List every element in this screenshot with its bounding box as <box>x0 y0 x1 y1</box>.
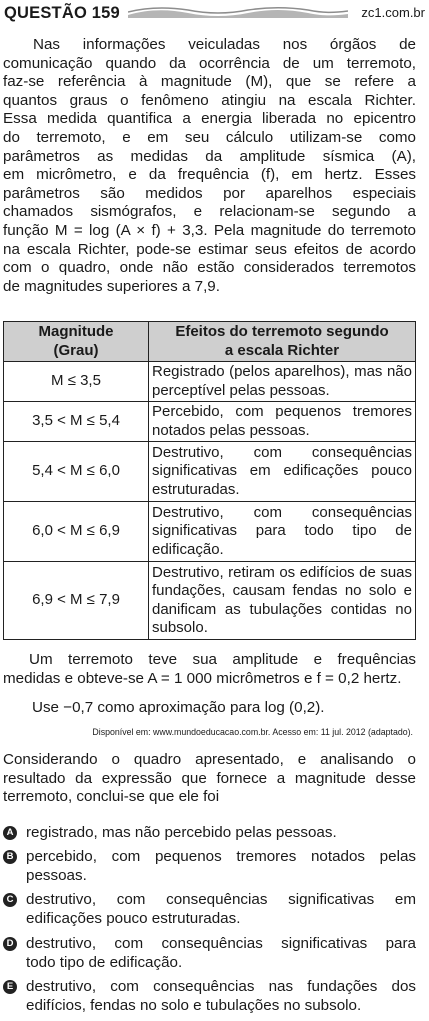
effect-line: Registrado (pelos aparelhos), mas não <box>152 363 412 380</box>
header-effects <box>149 322 416 362</box>
option-line: destrutivo, com consequências significativas em <box>26 891 416 908</box>
option-text <box>26 935 416 972</box>
richter-effects-table <box>3 321 416 640</box>
option-line: percebido, com pequenos tremores notados pelas <box>26 848 416 865</box>
effect-line: Destrutivo, retiram os edifícios de suas <box>152 563 412 581</box>
option-letter-a: A <box>3 826 17 840</box>
option-line: todo tipo de edificação. <box>26 953 183 971</box>
question-header <box>4 3 425 23</box>
intro-line: parâmetros as medidas da amplitude sísmica (A), <box>3 147 416 165</box>
header-magnitude-line: Magnitude <box>38 323 114 340</box>
option-a[interactable] <box>3 824 416 844</box>
effect-line: subsolo. <box>152 619 208 636</box>
prompt-paragraph <box>3 751 416 807</box>
option-line: edificações pouco estruturadas. <box>26 909 241 927</box>
option-line: edifícios, fendas no solo e tubulações no subsolo. <box>26 996 362 1014</box>
intro-line: faz-se referência à magnitude (M), que se refere a <box>3 73 416 91</box>
magnitude-cell: M ≤ 3,5 <box>4 362 149 402</box>
measurement-paragraph <box>3 651 416 688</box>
option-letter-c: C <box>3 893 17 907</box>
magnitude-cell: 3,5 < M ≤ 5,4 <box>4 402 149 442</box>
measurement-line: medidas e obteve-se A = 1 000 micrômetros e f = 0,2 hertz. <box>3 669 402 687</box>
magnitude-cell: 6,0 < M ≤ 6,9 <box>4 502 149 562</box>
prompt-line: resultado da expressão que fornece a magnitude desse <box>3 769 416 787</box>
option-letter-e: E <box>3 980 17 994</box>
prompt-line: Considerando o quadro apresentado, e analisando o <box>3 751 416 768</box>
effect-cell <box>149 362 416 402</box>
effect-line: significativas em edificações pouco <box>152 462 412 480</box>
effect-line: danificam as tubulações contidas no <box>152 600 412 618</box>
intro-line: na escala Richter, pode-se estimar seus efeitos de acordo <box>3 240 416 258</box>
intro-line: parâmetros são medidos por aparelhos especiais <box>3 184 416 202</box>
option-b[interactable] <box>3 848 416 886</box>
option-d[interactable] <box>3 935 416 973</box>
intro-line: Essa medida quantifica a energia liberada no epicentro <box>3 110 416 128</box>
effect-line: significativas para todo tipo de <box>152 522 412 540</box>
intro-line: comunicação quando da ocorrência de um terremoto, <box>3 54 416 72</box>
site-watermark: zc1.com.br <box>361 5 425 20</box>
intro-line: de magnitudes superiores a 7,9. <box>3 277 220 295</box>
intro-line: Nas informações veiculadas nos órgãos de <box>33 36 416 53</box>
header-magnitude <box>4 322 149 362</box>
option-text <box>26 824 416 843</box>
intro-line: com o quadro, onde não estão considerados terremotos <box>3 259 416 277</box>
effect-line: perceptível pelas pessoas. <box>152 381 330 399</box>
header-effects-line: a escala Richter <box>224 341 340 359</box>
intro-line: em micrômetro, e da frequência (f), em hertz. Esses <box>3 166 416 184</box>
option-line: registrado, mas não percebido pelas pessoas. <box>26 824 337 841</box>
effect-cell <box>149 502 416 562</box>
effect-cell <box>149 442 416 502</box>
magnitude-cell: 5,4 < M ≤ 6,0 <box>4 442 149 502</box>
header-magnitude-line: (Grau) <box>53 341 99 359</box>
intro-line: do terremoto, e em seu cálculo utilizam-se como <box>3 128 416 146</box>
effect-line: Destrutivo, com consequências <box>152 503 412 521</box>
option-line: destrutivo, com consequências significativas para <box>26 935 416 952</box>
effect-line: estruturadas. <box>152 480 240 498</box>
option-text <box>26 978 416 1015</box>
header-effects-line: Efeitos do terremoto segundo <box>175 323 389 340</box>
prompt-line: terremoto, conclui-se que ele foi <box>3 788 220 806</box>
table-row <box>4 502 416 562</box>
table-row <box>4 362 416 402</box>
measurement-line: Um terremoto teve sua amplitude e frequências <box>29 651 416 668</box>
effect-cell <box>149 402 416 442</box>
effect-cell <box>149 562 416 640</box>
intro-line: função M = log (A × f) + 3,3. Pela magnitude do terremoto <box>3 221 416 239</box>
table-row <box>4 562 416 640</box>
effect-line: fundações, causam fendas no solo e <box>152 582 412 599</box>
effect-line: notados pelas pessoas. <box>152 421 310 439</box>
table-row <box>4 402 416 442</box>
option-text <box>26 891 416 928</box>
magnitude-cell: 6,9 < M ≤ 7,9 <box>4 562 149 640</box>
option-line: pessoas. <box>26 866 87 884</box>
option-c[interactable] <box>3 891 416 929</box>
option-text <box>26 848 416 885</box>
hint-line: Use −0,7 como aproximação para log (0,2). <box>32 699 325 716</box>
question-number: QUESTÃO 159 <box>4 4 120 22</box>
option-e[interactable] <box>3 978 416 1016</box>
intro-paragraph <box>3 36 416 296</box>
intro-line: chamados sismógrafos, e relacionam-se segundo a <box>3 203 416 221</box>
log-hint <box>32 699 416 718</box>
table-header-row <box>4 322 416 362</box>
effect-line: Percebido, com pequenos tremores <box>152 403 412 420</box>
option-letter-d: D <box>3 937 17 951</box>
effect-line: Destrutivo, com consequências <box>152 443 412 461</box>
option-line: destrutivo, com consequências nas fundações dos <box>26 978 416 995</box>
source-citation: Disponível em: www.mundoeducacao.com.br. Acesso em: 11 jul. 2012 (adaptado). <box>92 727 413 737</box>
table-row <box>4 442 416 502</box>
intro-line: quantos graus o fenômeno atingiu na escala Richter. <box>3 91 416 109</box>
option-letter-b: B <box>3 850 17 864</box>
decorative-wave-bar <box>128 7 348 19</box>
effect-line: edificação. <box>152 540 224 558</box>
